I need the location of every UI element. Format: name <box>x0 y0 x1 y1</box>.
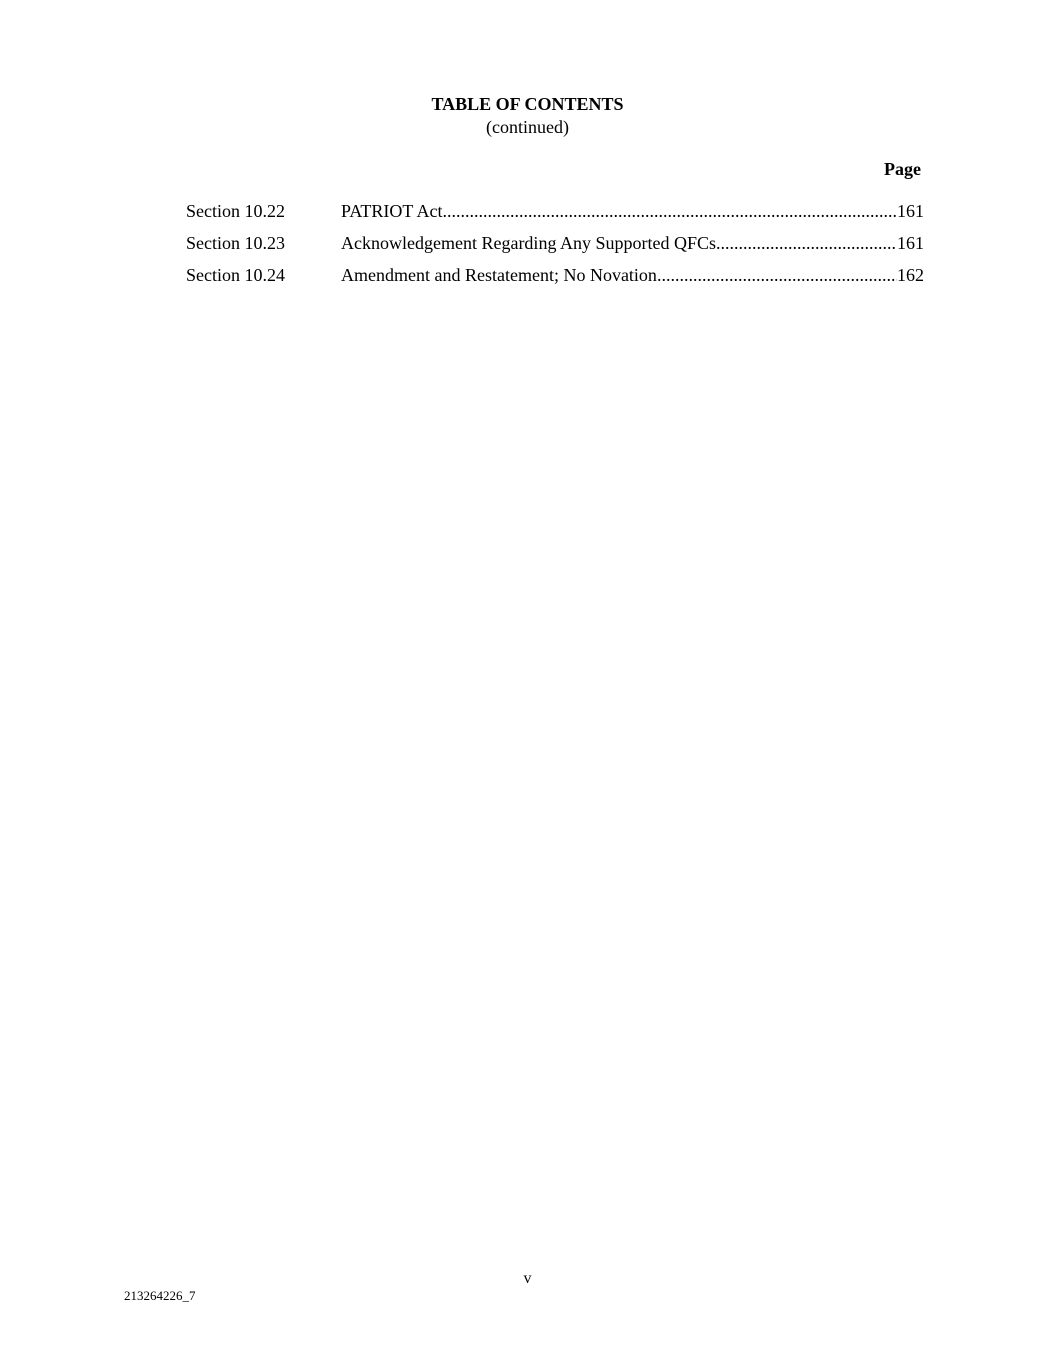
toc-entry <box>186 200 924 232</box>
toc-section-number: Section 10.23 <box>186 233 285 253</box>
toc-page-number: 161 <box>897 233 924 253</box>
page-column-label: Page <box>884 159 921 179</box>
toc-entry <box>186 232 924 264</box>
toc-page-number: 162 <box>897 265 924 285</box>
dot-leader <box>716 232 897 254</box>
toc-entry <box>186 264 924 296</box>
toc-list <box>186 200 924 296</box>
toc-entry-title: PATRIOT Act <box>341 201 443 221</box>
toc-section-number: Section 10.22 <box>186 201 285 221</box>
dot-leader <box>657 264 897 286</box>
toc-entry-title: Amendment and Restatement; No Novation <box>341 265 657 285</box>
toc-title-with-leader <box>341 200 897 222</box>
toc-title-with-leader <box>341 264 897 286</box>
toc-section-number: Section 10.24 <box>186 265 285 285</box>
page-number: v <box>523 1270 532 1287</box>
toc-heading: TABLE OF CONTENTS <box>431 94 624 114</box>
toc-continued-label: (continued) <box>486 117 569 137</box>
toc-title-with-leader <box>341 232 897 254</box>
toc-entry-title: Acknowledgement Regarding Any Supported QFCs <box>341 233 716 253</box>
document-id: 213264226_7 <box>124 1288 196 1303</box>
dot-leader <box>443 200 897 222</box>
toc-page-number: 161 <box>897 201 924 221</box>
